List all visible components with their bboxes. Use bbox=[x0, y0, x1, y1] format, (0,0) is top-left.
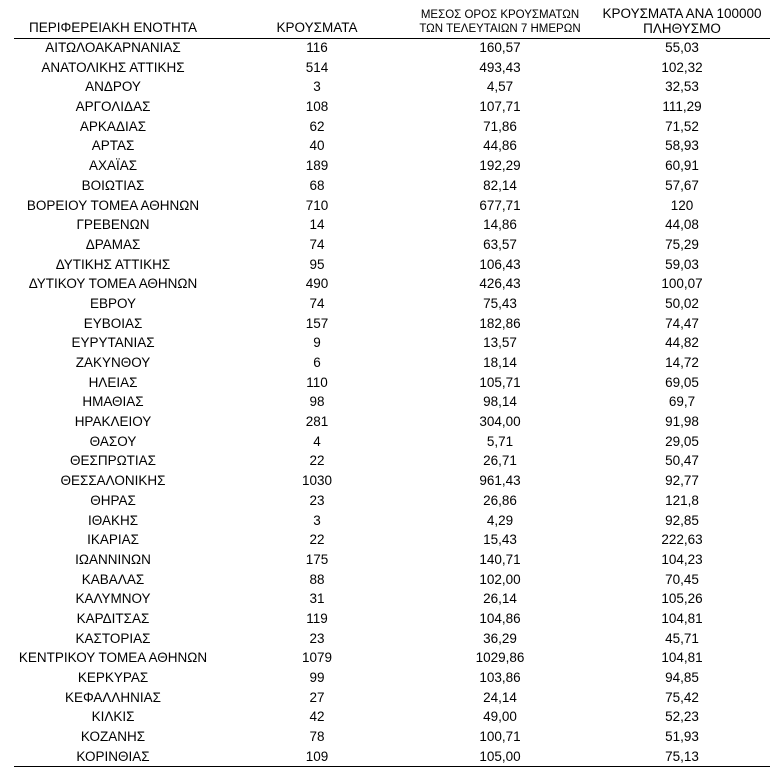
table-row bbox=[0, 530, 773, 550]
cell-region: ΘΑΣΟΥ bbox=[89, 433, 137, 449]
cell-7day-average: 106,43 bbox=[479, 256, 521, 272]
cell-7day-average: 26,86 bbox=[483, 492, 517, 508]
cell-region: ΘΕΣΠΡΩΤΙΑΣ bbox=[69, 453, 157, 469]
cell-region: ΑΡΤΑΣ bbox=[91, 138, 135, 154]
cell-cases-per-100000: 74,47 bbox=[665, 315, 699, 331]
cell-7day-average: 104,86 bbox=[479, 610, 521, 626]
header-7day-average bbox=[410, 8, 590, 36]
cell-region: ΗΜΑΘΙΑΣ bbox=[82, 394, 144, 410]
cell-cases-per-100000: 92,85 bbox=[665, 512, 699, 528]
cell-cases-per-100000: 32,53 bbox=[665, 79, 699, 95]
cell-cases-per-100000: 69,05 bbox=[665, 374, 699, 390]
table-row bbox=[0, 294, 773, 314]
table-row bbox=[0, 747, 773, 767]
cell-cases-per-100000: 60,91 bbox=[665, 158, 699, 174]
cell-7day-average: 426,43 bbox=[479, 276, 521, 292]
table-row bbox=[0, 353, 773, 373]
cell-cases: 514 bbox=[305, 59, 329, 75]
cell-cases-per-100000: 92,77 bbox=[665, 473, 699, 489]
cell-cases-per-100000: 29,05 bbox=[665, 433, 699, 449]
cell-region: ΚΕΡΚΥΡΑΣ bbox=[77, 670, 149, 685]
cell-region: ΚΑΣΤΟΡΙΑΣ bbox=[75, 630, 151, 646]
cell-7day-average: 49,00 bbox=[483, 709, 517, 725]
cell-cases: 42 bbox=[309, 709, 325, 725]
cell-cases-per-100000: 71,52 bbox=[665, 118, 699, 134]
header-cases-per-100000 bbox=[592, 6, 772, 36]
cell-cases: 95 bbox=[309, 256, 325, 272]
cell-cases: 31 bbox=[309, 591, 325, 607]
cell-cases-per-100000: 121,8 bbox=[665, 492, 699, 508]
cell-cases-per-100000: 44,82 bbox=[665, 335, 699, 351]
cell-cases-per-100000: 75,13 bbox=[665, 748, 699, 764]
table-body bbox=[0, 38, 773, 766]
table-row bbox=[0, 215, 773, 235]
cell-cases-per-100000: 104,81 bbox=[661, 610, 703, 626]
cell-cases: 23 bbox=[309, 492, 325, 508]
cell-cases: 116 bbox=[306, 40, 328, 55]
cell-cases: 74 bbox=[309, 236, 325, 252]
header-region: ΠΕΡΙΦΕΡΕΙΑΚΗ ΕΝΟΤΗΤΑ bbox=[28, 20, 198, 35]
cell-cases: 3 bbox=[313, 79, 321, 95]
cell-7day-average: 140,71 bbox=[479, 551, 521, 567]
cell-7day-average: 63,57 bbox=[483, 236, 517, 252]
table-row bbox=[0, 117, 773, 137]
cell-cases: 119 bbox=[306, 610, 328, 626]
table-row bbox=[0, 550, 773, 570]
cell-region: ΙΩΑΝΝΙΝΩΝ bbox=[75, 551, 151, 567]
cell-7day-average: 105,71 bbox=[479, 374, 521, 390]
cell-cases: 88 bbox=[309, 571, 325, 587]
cell-cases-per-100000: 52,23 bbox=[665, 709, 699, 725]
cell-7day-average: 15,43 bbox=[483, 532, 517, 548]
cell-region: ΕΥΒΟΙΑΣ bbox=[83, 315, 143, 331]
cell-cases: 23 bbox=[309, 630, 325, 646]
cell-region: ΚΑΒΑΛΑΣ bbox=[81, 571, 145, 587]
cell-cases-per-100000: 102,32 bbox=[661, 59, 703, 75]
table-row bbox=[0, 688, 773, 708]
cell-region: ΒΟΙΩΤΙΑΣ bbox=[81, 177, 145, 193]
cell-7day-average: 13,57 bbox=[483, 335, 517, 351]
cell-7day-average: 24,14 bbox=[483, 689, 517, 705]
cell-region: ΑΙΤΩΛΟΑΚΑΡΝΑΝΙΑΣ bbox=[45, 40, 181, 55]
cell-region: ΕΥΡΥΤΑΝΙΑΣ bbox=[71, 335, 155, 351]
table-row bbox=[0, 196, 773, 216]
table-row bbox=[0, 570, 773, 590]
cell-7day-average: 75,43 bbox=[483, 295, 517, 311]
cell-7day-average: 4,57 bbox=[486, 79, 514, 95]
cell-region: ΘΕΣΣΑΛΟΝΙΚΗΣ bbox=[60, 473, 166, 489]
cell-cases-per-100000: 104,23 bbox=[661, 551, 703, 567]
table-row bbox=[0, 156, 773, 176]
table-row bbox=[0, 648, 773, 668]
table-row bbox=[0, 274, 773, 294]
cell-cases-per-100000: 58,93 bbox=[665, 138, 699, 154]
cell-cases: 4 bbox=[313, 433, 321, 449]
header-cases-per-100000-line1: ΚΡΟΥΣΜΑΤΑ ΑΝΑ 100000 bbox=[602, 6, 762, 21]
cell-7day-average: 493,43 bbox=[479, 59, 521, 75]
cell-cases: 3 bbox=[313, 512, 321, 528]
cell-cases: 22 bbox=[309, 453, 325, 469]
table-row bbox=[0, 629, 773, 649]
cell-cases-per-100000: 91,98 bbox=[665, 414, 699, 430]
cell-cases-per-100000: 222,63 bbox=[661, 532, 703, 548]
table-row bbox=[0, 392, 773, 412]
cell-cases: 98 bbox=[309, 394, 325, 410]
cell-region: ΚΑΡΔΙΤΣΑΣ bbox=[76, 610, 150, 626]
table-header bbox=[0, 0, 773, 38]
cell-7day-average: 107,71 bbox=[479, 99, 521, 115]
cell-7day-average: 677,71 bbox=[479, 197, 521, 213]
cell-cases-per-100000: 51,93 bbox=[665, 729, 699, 745]
cell-region: ΚΟΡΙΝΘΙΑΣ bbox=[76, 748, 150, 764]
cell-7day-average: 44,86 bbox=[483, 138, 517, 154]
cell-region: ΔΥΤΙΚΟΥ ΤΟΜΕΑ ΑΘΗΝΩΝ bbox=[28, 276, 198, 292]
cell-7day-average: 103,86 bbox=[479, 670, 521, 685]
cell-region: ΙΘΑΚΗΣ bbox=[87, 512, 139, 528]
cell-cases: 22 bbox=[309, 532, 325, 548]
cell-7day-average: 105,00 bbox=[479, 748, 521, 764]
cell-7day-average: 4,29 bbox=[486, 512, 514, 528]
cell-cases: 14 bbox=[309, 217, 325, 233]
cell-cases-per-100000: 59,03 bbox=[665, 256, 699, 272]
cell-cases: 6 bbox=[313, 355, 321, 370]
cell-cases: 175 bbox=[305, 551, 329, 567]
table-row bbox=[0, 97, 773, 117]
cell-cases: 490 bbox=[305, 276, 329, 292]
cell-region: ΙΚΑΡΙΑΣ bbox=[87, 532, 139, 548]
cell-region: ΒΟΡΕΙΟΥ ΤΟΜΕΑ ΑΘΗΝΩΝ bbox=[26, 197, 200, 213]
cell-7day-average: 26,14 bbox=[483, 591, 517, 607]
table-row bbox=[0, 255, 773, 275]
table-row bbox=[0, 136, 773, 156]
cell-cases: 78 bbox=[309, 729, 325, 745]
table-row bbox=[0, 38, 773, 58]
cell-7day-average: 14,86 bbox=[483, 217, 517, 233]
table-row bbox=[0, 609, 773, 629]
cell-region: ΓΡΕΒΕΝΩΝ bbox=[76, 217, 150, 233]
cell-cases-per-100000: 120 bbox=[670, 197, 694, 213]
table-row bbox=[0, 668, 773, 688]
cell-cases: 40 bbox=[309, 138, 325, 154]
cell-region: ΑΝΑΤΟΛΙΚΗΣ ΑΤΤΙΚΗΣ bbox=[41, 59, 185, 75]
cell-cases: 27 bbox=[309, 689, 325, 705]
cell-cases: 62 bbox=[309, 118, 325, 134]
cell-region: ΗΛΕΙΑΣ bbox=[88, 374, 138, 390]
cell-cases: 108 bbox=[305, 99, 329, 115]
cell-7day-average: 36,29 bbox=[483, 630, 517, 646]
cell-7day-average: 98,14 bbox=[483, 394, 517, 410]
cell-cases-per-100000: 44,08 bbox=[665, 217, 699, 233]
cell-7day-average: 182,86 bbox=[479, 315, 521, 331]
table-bottom-rule bbox=[14, 766, 770, 767]
table-row bbox=[0, 589, 773, 609]
cell-7day-average: 961,43 bbox=[479, 473, 521, 489]
header-cases: ΚΡΟΥΣΜΑΤΑ bbox=[276, 20, 358, 35]
cell-region: ΚΕΝΤΡΙΚΟΥ ΤΟΜΕΑ ΑΘΗΝΩΝ bbox=[18, 650, 208, 666]
cell-cases: 1079 bbox=[301, 650, 333, 666]
cell-region: ΚΑΛΥΜΝΟΥ bbox=[75, 591, 151, 607]
header-7day-average-line1: ΜΕΣΟΣ ΟΡΟΣ ΚΡΟΥΣΜΑΤΩΝ bbox=[420, 9, 580, 21]
cell-cases: 157 bbox=[305, 315, 329, 331]
cell-7day-average: 82,14 bbox=[483, 177, 517, 193]
cell-cases: 74 bbox=[309, 295, 325, 311]
table-row bbox=[0, 491, 773, 511]
cell-cases-per-100000: 57,67 bbox=[665, 177, 699, 193]
cell-cases: 189 bbox=[305, 158, 329, 174]
table-row bbox=[0, 471, 773, 491]
cell-cases: 9 bbox=[313, 335, 321, 351]
cell-cases-per-100000: 69,7 bbox=[668, 394, 696, 410]
cell-cases-per-100000: 94,85 bbox=[665, 670, 699, 685]
header-7day-average-line2: ΤΩΝ ΤΕΛΕΥΤΑΙΩΝ 7 ΗΜΕΡΩΝ bbox=[419, 23, 581, 35]
cell-cases-per-100000: 104,81 bbox=[661, 650, 703, 666]
table-row bbox=[0, 235, 773, 255]
cell-7day-average: 102,00 bbox=[479, 571, 521, 587]
table-row bbox=[0, 58, 773, 78]
cell-cases-per-100000: 55,03 bbox=[665, 40, 699, 55]
cell-7day-average: 71,86 bbox=[483, 118, 517, 134]
cell-cases: 710 bbox=[305, 197, 329, 213]
table-row bbox=[0, 451, 773, 471]
cell-7day-average: 26,71 bbox=[483, 453, 517, 469]
cell-region: ΚΕΦΑΛΛΗΝΙΑΣ bbox=[64, 689, 162, 705]
header-cases-per-100000-line2: ΠΛΗΘΥΣΜΟ bbox=[643, 21, 721, 36]
table-row bbox=[0, 412, 773, 432]
cell-region: ΑΡΓΟΛΙΔΑΣ bbox=[75, 99, 151, 115]
cell-cases-per-100000: 45,71 bbox=[665, 630, 699, 646]
cell-7day-average: 304,00 bbox=[479, 414, 521, 430]
cell-cases-per-100000: 75,42 bbox=[665, 689, 699, 705]
cell-7day-average: 5,71 bbox=[486, 433, 514, 449]
cell-region: ΑΧΑΪΑΣ bbox=[88, 158, 138, 174]
cell-cases-per-100000: 111,29 bbox=[662, 99, 702, 115]
table-row bbox=[0, 314, 773, 334]
cell-region: ΘΗΡΑΣ bbox=[90, 492, 136, 508]
cell-cases: 1030 bbox=[301, 473, 333, 489]
table-row bbox=[0, 707, 773, 727]
cell-region: ΑΡΚΑΔΙΑΣ bbox=[79, 118, 147, 134]
cell-7day-average: 192,29 bbox=[479, 158, 521, 174]
cell-cases: 110 bbox=[306, 374, 328, 390]
cell-region: ΗΡΑΚΛΕΙΟΥ bbox=[74, 414, 152, 430]
cell-cases-per-100000: 100,07 bbox=[661, 276, 703, 292]
cell-region: ΖΑΚΥΝΘΟΥ bbox=[75, 355, 151, 370]
cell-7day-average: 100,71 bbox=[479, 729, 521, 745]
cell-cases: 68 bbox=[309, 177, 325, 193]
cell-region: ΚΙΛΚΙΣ bbox=[91, 709, 135, 725]
cell-cases: 281 bbox=[305, 414, 329, 430]
cell-cases-per-100000: 14,72 bbox=[665, 355, 699, 370]
cell-7day-average: 18,14 bbox=[483, 355, 517, 370]
cell-region: ΔΡΑΜΑΣ bbox=[85, 236, 141, 252]
cell-cases-per-100000: 50,47 bbox=[665, 453, 699, 469]
cell-cases: 99 bbox=[309, 670, 325, 685]
cell-region: ΚΟΖΑΝΗΣ bbox=[80, 729, 146, 745]
cell-cases: 109 bbox=[305, 748, 329, 764]
cell-region: ΔΥΤΙΚΗΣ ΑΤΤΙΚΗΣ bbox=[55, 256, 171, 272]
table-row bbox=[0, 176, 773, 196]
cell-region: ΑΝΔΡΟΥ bbox=[85, 79, 141, 95]
table-row bbox=[0, 333, 773, 353]
cell-7day-average: 1029,86 bbox=[475, 650, 525, 666]
cell-region: ΕΒΡΟΥ bbox=[89, 295, 137, 311]
cell-cases-per-100000: 75,29 bbox=[665, 236, 699, 252]
table-row bbox=[0, 77, 773, 97]
cell-cases-per-100000: 105,26 bbox=[661, 591, 703, 607]
cell-cases-per-100000: 70,45 bbox=[665, 571, 699, 587]
table-row bbox=[0, 432, 773, 452]
table-row bbox=[0, 511, 773, 531]
table-row bbox=[0, 727, 773, 747]
cell-7day-average: 160,57 bbox=[479, 40, 521, 55]
table-row bbox=[0, 373, 773, 393]
cell-cases-per-100000: 50,02 bbox=[665, 295, 699, 311]
